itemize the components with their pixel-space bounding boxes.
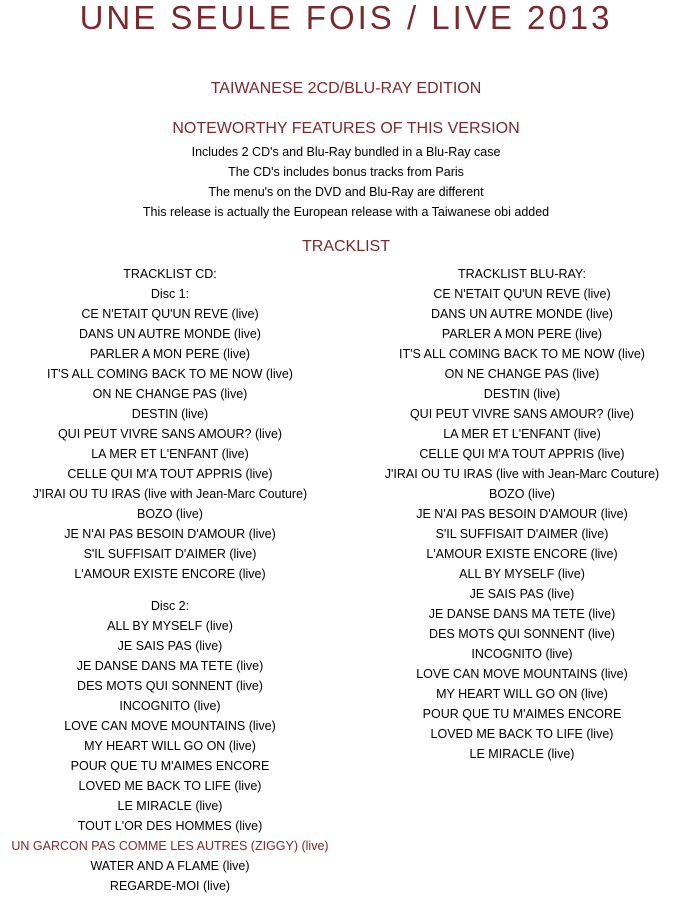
- tracklist-heading: TRACKLIST: [301, 238, 390, 255]
- track-item: CE N'ETAIT QU'UN REVE (live): [433, 287, 611, 301]
- track-item: POUR QUE TU M'AIMES ENCORE: [70, 759, 270, 773]
- track-item: DES MOTS QUI SONNENT (live): [77, 679, 263, 693]
- track-item: WATER AND A FLAME (live): [90, 859, 250, 873]
- track-item: ALL BY MYSELF (live): [107, 619, 233, 633]
- track-item: L'AMOUR EXISTE ENCORE (live): [426, 547, 618, 561]
- track-item: BOZO (live): [137, 507, 203, 521]
- track-item: LOVE CAN MOVE MOUNTAINS (live): [416, 667, 628, 681]
- cd-tracklist: [0, 264, 340, 896]
- track-item: L'AMOUR EXISTE ENCORE (live): [74, 567, 266, 581]
- track-item: LE MIRACLE (live): [469, 747, 575, 761]
- track-item: S'IL SUFFISAIT D'AIMER (live): [83, 547, 257, 561]
- track-item: MY HEART WILL GO ON (live): [436, 687, 608, 701]
- track-item: UN GARCON PAS COMME LES AUTRES (ZIGGY) (live): [11, 839, 329, 853]
- track-item: LOVED ME BACK TO LIFE (live): [78, 779, 262, 793]
- features-list: [0, 142, 692, 222]
- track-item: JE N'AI PAS BESOIN D'AMOUR (live): [64, 527, 276, 541]
- track-item: J'IRAI OU TU IRAS (live with Jean-Marc Couture): [384, 467, 660, 481]
- track-item: LA MER ET L'ENFANT (live): [91, 447, 249, 461]
- track-item: REGARDE-MOI (live): [109, 879, 231, 893]
- track-item: LOVED ME BACK TO LIFE (live): [430, 727, 614, 741]
- track-item: JE DANSE DANS MA TETE (live): [76, 659, 264, 673]
- track-item: CELLE QUI M'A TOUT APPRIS (live): [67, 467, 273, 481]
- track-item: JE SAIS PAS (live): [117, 639, 223, 653]
- track-item: LE MIRACLE (live): [117, 799, 223, 813]
- track-item: INCOGNITO (live): [471, 647, 573, 661]
- features-heading: NOTEWORTHY FEATURES OF THIS VERSION: [172, 120, 520, 137]
- track-item: IT'S ALL COMING BACK TO ME NOW (live): [47, 367, 293, 381]
- track-item: DES MOTS QUI SONNENT (live): [429, 627, 615, 641]
- track-item: POUR QUE TU M'AIMES ENCORE: [422, 707, 622, 721]
- track-item: DESTIN (live): [483, 387, 561, 401]
- bluray-tracklist: [364, 264, 680, 764]
- track-item: JE DANSE DANS MA TETE (live): [428, 607, 616, 621]
- track-item: BOZO (live): [489, 487, 555, 501]
- feature-item: The menu's on the DVD and Blu-Ray are different: [208, 185, 484, 199]
- disc2-label: Disc 2:: [150, 599, 190, 613]
- track-item: DESTIN (live): [131, 407, 209, 421]
- page-title: UNE SEULE FOIS / LIVE 2013: [79, 0, 613, 36]
- track-item: QUI PEUT VIVRE SANS AMOUR? (live): [409, 407, 635, 421]
- track-item: LA MER ET L'ENFANT (live): [443, 427, 601, 441]
- feature-item: This release is actually the European release with a Taiwanese obi added: [142, 205, 550, 219]
- track-item: INCOGNITO (live): [119, 699, 221, 713]
- edition-heading: TAIWANESE 2CD/BLU-RAY EDITION: [210, 80, 482, 97]
- track-item: LOVE CAN MOVE MOUNTAINS (live): [64, 719, 276, 733]
- track-item: ON NE CHANGE PAS (live): [444, 367, 600, 381]
- track-item: PARLER A MON PERE (live): [89, 347, 251, 361]
- track-item: JE SAIS PAS (live): [469, 587, 575, 601]
- feature-item: Includes 2 CD's and Blu-Ray bundled in a Blu-Ray case: [191, 145, 501, 159]
- disc1-label: Disc 1:: [150, 287, 190, 301]
- track-item: ALL BY MYSELF (live): [459, 567, 585, 581]
- track-item: QUI PEUT VIVRE SANS AMOUR? (live): [57, 427, 283, 441]
- track-item: DANS UN AUTRE MONDE (live): [79, 327, 261, 341]
- track-item: CE N'ETAIT QU'UN REVE (live): [81, 307, 259, 321]
- feature-item: The CD's includes bonus tracks from Paris: [228, 165, 464, 179]
- track-item: JE N'AI PAS BESOIN D'AMOUR (live): [416, 507, 628, 521]
- track-item: J'IRAI OU TU IRAS (live with Jean-Marc Couture): [32, 487, 308, 501]
- track-item: ON NE CHANGE PAS (live): [92, 387, 248, 401]
- bluray-tracklist-label: TRACKLIST BLU-RAY:: [457, 267, 587, 281]
- cd-tracklist-label: TRACKLIST CD:: [123, 267, 217, 281]
- track-item: PARLER A MON PERE (live): [441, 327, 603, 341]
- track-item: DANS UN AUTRE MONDE (live): [431, 307, 613, 321]
- track-item: IT'S ALL COMING BACK TO ME NOW (live): [399, 347, 645, 361]
- track-item: TOUT L'OR DES HOMMES (live): [77, 819, 263, 833]
- track-item: MY HEART WILL GO ON (live): [84, 739, 256, 753]
- track-item: CELLE QUI M'A TOUT APPRIS (live): [419, 447, 625, 461]
- track-item: S'IL SUFFISAIT D'AIMER (live): [435, 527, 609, 541]
- disc-gap: [0, 584, 340, 596]
